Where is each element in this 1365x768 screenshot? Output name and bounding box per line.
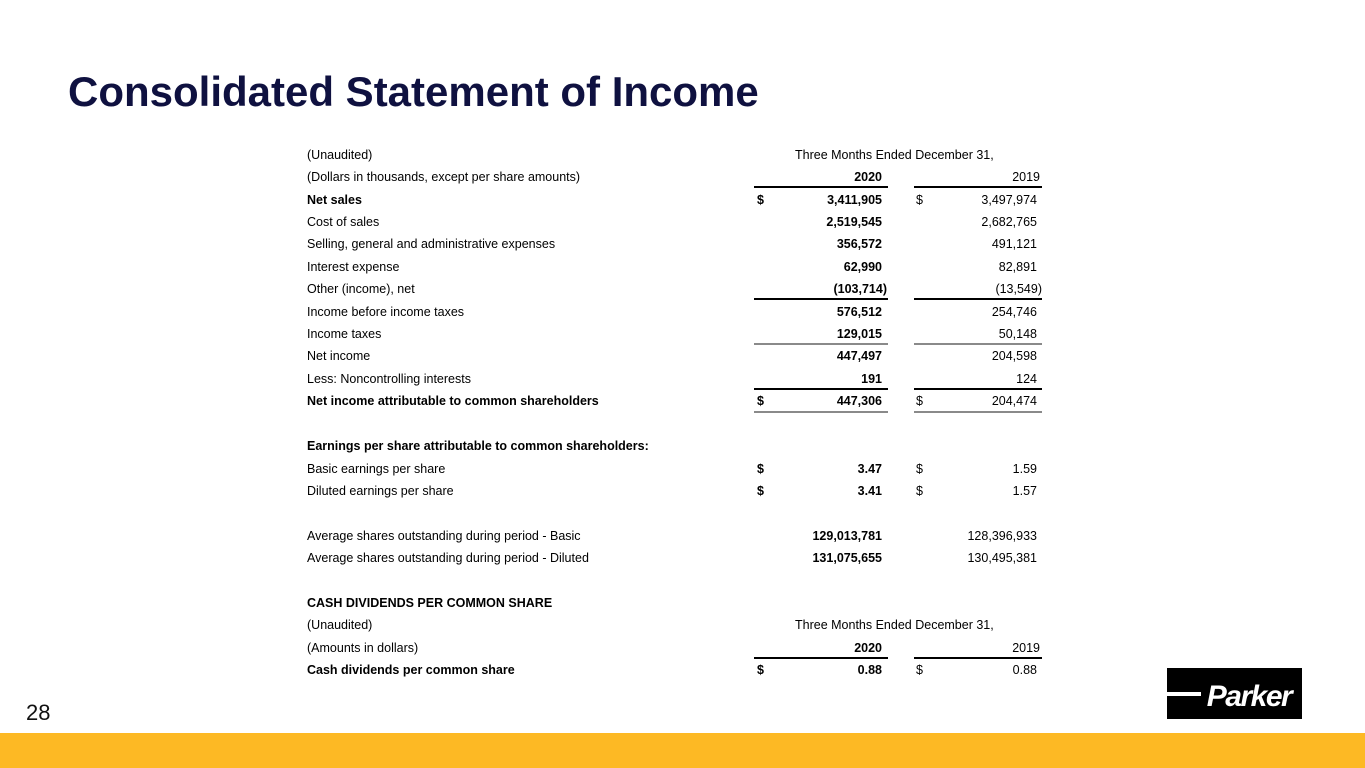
- table-row: [0, 368, 1365, 390]
- value-2020: (103,714): [833, 282, 887, 296]
- table-row: [0, 390, 1365, 412]
- total-rule-2020: [754, 411, 888, 413]
- row-label: Cash dividends per common share: [307, 663, 515, 677]
- period-header: Three Months Ended December 31,: [795, 148, 994, 162]
- table-row: [0, 189, 1365, 211]
- page-title: Consolidated Statement of Income: [68, 68, 759, 115]
- value-2020: 191: [861, 372, 882, 386]
- value-2019: 0.88: [1012, 663, 1037, 677]
- value-2020: 447,497: [836, 349, 882, 363]
- footer-bar: [0, 733, 1365, 768]
- total-rule-2019: [914, 411, 1042, 413]
- table-row: [0, 278, 1365, 300]
- dividends-heading-row: [0, 592, 1365, 614]
- table-row: [0, 458, 1365, 480]
- currency-2019: $: [916, 193, 923, 207]
- row-label: Diluted earnings per share: [307, 484, 454, 498]
- value-2020: 0.88: [857, 663, 882, 677]
- value-2020: 3,411,905: [827, 193, 882, 207]
- value-2020: 576,512: [836, 305, 882, 319]
- value-2019: 130,495,381: [967, 551, 1037, 565]
- subtotal-rule-2020: [754, 298, 888, 300]
- table-row: [0, 345, 1365, 367]
- col-2020-header: 2020: [854, 641, 882, 655]
- table-row: [0, 256, 1365, 278]
- value-2020: 447,306: [836, 394, 882, 408]
- col-2019-header: 2019: [1012, 170, 1040, 184]
- parker-logo-mark: [1167, 668, 1302, 719]
- currency-2019: $: [916, 462, 923, 476]
- row-label: Less: Noncontrolling interests: [307, 372, 471, 386]
- unaudited-label: (Unaudited): [307, 618, 373, 632]
- page-number: 28: [26, 700, 51, 725]
- value-2020: 129,015: [836, 327, 882, 341]
- units-label: (Dollars in thousands, except per share amounts): [307, 170, 581, 184]
- value-2019: 1.59: [1012, 462, 1037, 476]
- table-row: [0, 323, 1365, 345]
- dividends-heading: CASH DIVIDENDS PER COMMON SHARE: [307, 596, 553, 610]
- table-row: [0, 301, 1365, 323]
- row-label: Net sales: [307, 193, 362, 207]
- row-label: Income before income taxes: [307, 305, 465, 319]
- value-2019: 491,121: [991, 237, 1037, 251]
- value-2019: 50,148: [998, 327, 1037, 341]
- row-label: Cost of sales: [307, 215, 380, 229]
- value-2019: 82,891: [998, 260, 1037, 274]
- period-header: Three Months Ended December 31,: [795, 618, 994, 632]
- currency-2020: $: [757, 462, 764, 476]
- table-row: [0, 659, 1365, 681]
- value-2019: 128,396,933: [967, 529, 1037, 543]
- table-row: [0, 547, 1365, 569]
- value-2020: 2,519,545: [826, 215, 882, 229]
- value-2019: 2,682,765: [981, 215, 1037, 229]
- row-label: Average shares outstanding during period - Basic: [307, 529, 581, 543]
- table-row: [0, 480, 1365, 502]
- value-2020: 3.41: [857, 484, 882, 498]
- unaudited-label: (Unaudited): [307, 148, 373, 162]
- eps-heading-row: [0, 435, 1365, 457]
- row-label: Interest expense: [307, 260, 400, 274]
- header-rule-2020: [754, 186, 888, 188]
- table-row: [0, 233, 1365, 255]
- currency-2020: $: [757, 193, 764, 207]
- table-row: [0, 211, 1365, 233]
- units-label: (Amounts in dollars): [307, 641, 419, 655]
- dividends-units-row: [0, 637, 1365, 659]
- col-2020-header: 2020: [854, 170, 882, 184]
- value-2019: 204,598: [991, 349, 1037, 363]
- currency-2019: $: [916, 394, 923, 408]
- currency-2019: $: [916, 484, 923, 498]
- col-2019-header: 2019: [1012, 641, 1040, 655]
- unaudited-row: [0, 144, 1365, 166]
- header-rule-2019: [914, 186, 1042, 188]
- row-label: Basic earnings per share: [307, 462, 446, 476]
- currency-2020: $: [757, 663, 764, 677]
- row-label: Net income attributable to common shareholders: [307, 394, 599, 408]
- value-2020: 356,572: [836, 237, 882, 251]
- currency-2019: $: [916, 663, 923, 677]
- value-2020: 129,013,781: [812, 529, 882, 543]
- value-2019: (13,549): [995, 282, 1042, 296]
- eps-heading: Earnings per share attributable to common shareholders:: [307, 439, 649, 453]
- row-label: Other (income), net: [307, 282, 415, 296]
- svg-text:Parker: Parker: [1206, 680, 1292, 713]
- value-2019: 3,497,974: [981, 193, 1037, 207]
- table-row: [0, 525, 1365, 547]
- value-2019: 124: [1016, 372, 1037, 386]
- value-2019: 204,474: [991, 394, 1037, 408]
- dividends-unaudited-row: [0, 614, 1365, 636]
- row-label: Average shares outstanding during period - Diluted: [307, 551, 589, 565]
- currency-2020: $: [757, 394, 764, 408]
- value-2020: 3.47: [857, 462, 882, 476]
- currency-2020: $: [757, 484, 764, 498]
- row-label: Income taxes: [307, 327, 382, 341]
- value-2019: 1.57: [1012, 484, 1037, 498]
- parker-logo: [1167, 668, 1302, 719]
- value-2020: 131,075,655: [812, 551, 882, 565]
- value-2019: 254,746: [991, 305, 1037, 319]
- row-label: Selling, general and administrative expenses: [307, 237, 556, 251]
- units-row: [0, 166, 1365, 188]
- row-label: Net income: [307, 349, 371, 363]
- subtotal-rule-2019: [914, 298, 1042, 300]
- value-2020: 62,990: [843, 260, 882, 274]
